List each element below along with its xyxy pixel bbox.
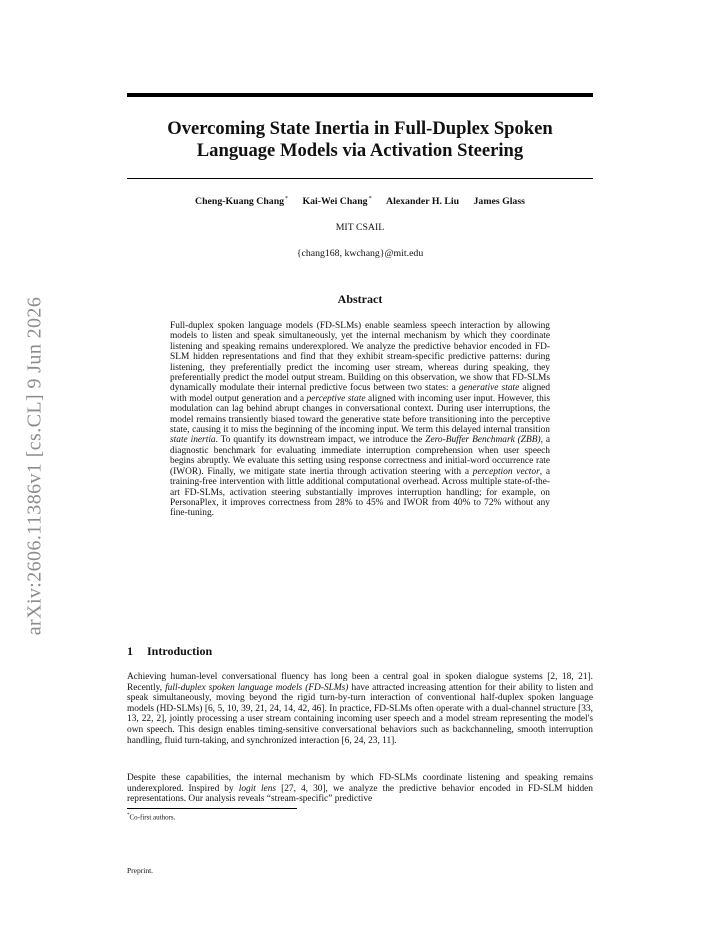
author: Alexander H. Liu [386, 196, 460, 208]
affiliation: MIT CSAIL [335, 222, 385, 233]
arxiv-watermark [20, 268, 50, 664]
footnote-rule [127, 808, 297, 809]
author: James Glass [473, 196, 525, 208]
preprint-label: Preprint. [127, 866, 154, 875]
intro-paragraph: Despite these capabilities, the internal mechanism by which FD-SLMs coordinate listening and speaking remains underexplored. Inspired by logit lens [27, 4, 30], we analyze the predictive behavior encoded in FD-SLM hidden representations. Our analysis reveals “stream-specific” predictive [127, 773, 593, 805]
title-bottom-rule [127, 178, 593, 179]
author: Cheng-Kuang Chang* [195, 196, 289, 208]
abstract-heading: Abstract [337, 292, 383, 306]
title-top-rule [127, 93, 593, 97]
arxiv-identifier[interactable]: arXiv:2606.11386v1 [cs.CL] 9 Jun 2026 [23, 296, 46, 636]
footnote: *Co-first authors. [127, 813, 176, 822]
abstract-text: Full-duplex spoken language models (FD-SLMs) enable seamless speech interaction by allowing models to listen and speak simultaneously, yet the internal mechanism by which they coordinate listening and speaking remains underexplored. We analyze the predictive behavior encoded in FD-SLM hidden representations and find that they exhibit stream-specific predictive patterns: during listening, they preferentially predict the incoming user stream, whereas during speaking, they preferentially predict the model output stream. Building on this observation, we show that FD-SLMs dynamically modulate their internal predictive focus between two states: a generative state aligned with model output generation and a perceptive state aligned with incoming user input. However, this modulation can lag behind abrupt changes in conversational context. During user interruptions, the model remains transiently biased toward the generative state before transitioning into the perceptive state, causing it to miss the beginning of the incoming input. We term this delayed internal transition state inertia. To quantify its downstream impact, we introduce the Zero-Buffer Benchmark (ZBB), a diagnostic benchmark for evaluating immediate interruption comprehension when user speech begins abruptly. We evaluate this setting using response correctness and initial-word occurrence rate (IWOR). Finally, we mitigate state inertia through activation steering with a perception vector, a training-free intervention with little additional computational overhead. Across multiple state-of-the-art FD-SLMs, activation steering substantially improves interruption handling; for example, on PersonaPlex, it improves correctness from 28% to 45% and IWOR from 40% to 72% without any fine-tuning. [170, 321, 551, 519]
author: Kai-Wei Chang* [302, 196, 372, 208]
intro-paragraph: Achieving human-level conversational fluency has long been a central goal in spoken dialogue systems [2, 18, 21]. Recently, full-duplex spoken language models (FD-SLMs) have attracted increasing attention for their ability to listen and speak simultaneously, moving beyond the rigid turn-by-turn interaction of conventional half-duplex spoken language models (HD-SLMs) [6, 5, 10, 39, 21, 24, 14, 42, 46]. In practice, FD-SLMs often operate with a dual-channel structure [33, 13, 22, 2], jointly processing a user stream containing incoming user speech and a model stream representing the model's own speech. This design enables timing-sensitive conversational behaviors such as backchanneling, smooth interruption handling, fluid turn-taking, and synchronized interaction [6, 24, 23, 11]. [127, 672, 594, 746]
paper-title: Overcoming State Inertia in Full-Duplex Spoken Language Models via Activation Steering [167, 118, 553, 161]
author-list [127, 193, 593, 208]
section-heading: 1 Introduction [127, 644, 213, 658]
author-email[interactable]: {chang168, kwchang}@mit.edu [296, 248, 424, 259]
